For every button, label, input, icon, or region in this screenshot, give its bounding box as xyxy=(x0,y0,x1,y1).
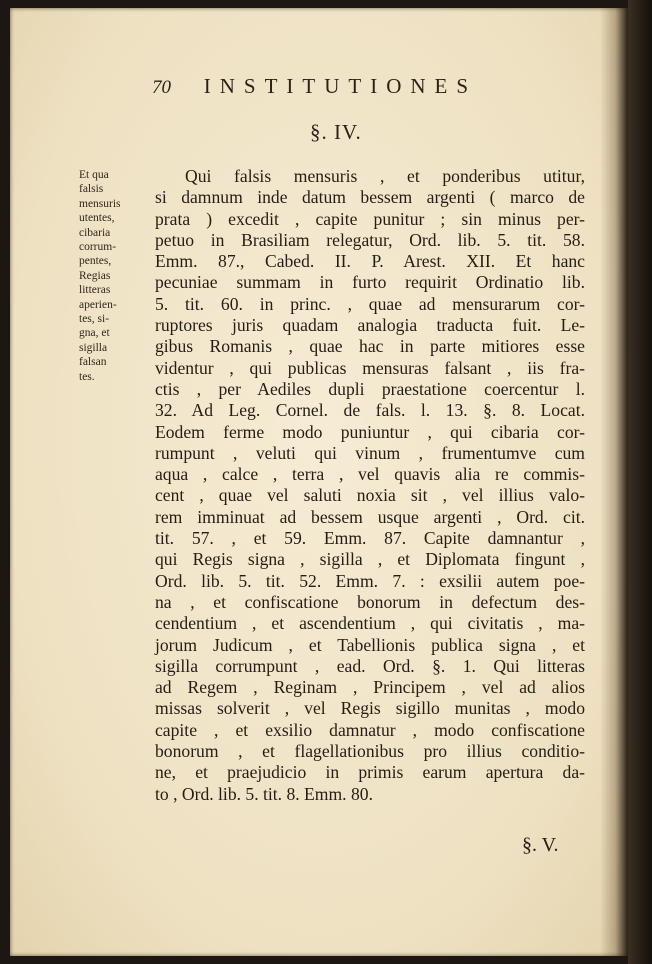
margin-note-line: mensuris xyxy=(79,197,121,210)
section-heading: §. IV. xyxy=(310,120,362,144)
text-line: missas solverit , vel Regis sigillo munitas , modo xyxy=(155,698,585,719)
running-title: INSTITUTIONES xyxy=(203,74,478,98)
text-line: jorum Judicum , et Tabellionis publica signa , et xyxy=(155,634,585,655)
margin-note-line: tes, si- xyxy=(79,313,110,326)
text-line: rumpunt , veluti qui vinum , frumentumve cum xyxy=(155,442,585,463)
text-line: na , et confiscatione bonorum in defectum des- xyxy=(155,591,585,612)
text-line: 32. Ad Leg. Cornel. de fals. l. 13. §. 8. Locat. xyxy=(155,400,585,421)
margin-note-line: tes. xyxy=(79,370,95,383)
text-line: gibus Romanis , quae hac in parte mitiores esse xyxy=(155,336,585,357)
text-line: to , Ord. lib. 5. tit. 8. Emm. 80. xyxy=(155,783,373,804)
text-line: videntur , qui publicas mensuras falsant , iis fra- xyxy=(155,357,585,378)
text-line: ad Regem , Reginam , Principem , vel ad alios xyxy=(155,677,585,698)
text-line: ruptores juris quadam analogia traducta fuit. Le- xyxy=(155,315,585,336)
margin-note-line: sigilla xyxy=(79,341,108,354)
text-line: Qui falsis mensuris , et ponderibus utitur, xyxy=(185,166,585,186)
margin-note-line: falsis xyxy=(79,183,104,196)
margin-note-line: Regias xyxy=(79,269,111,282)
margin-note-line: utentes, xyxy=(79,212,115,225)
text-line: cendentium , et ascendentium , qui civitatis , ma- xyxy=(155,613,585,634)
margin-note-line: corrum- xyxy=(79,241,117,254)
margin-note-line: gna, et xyxy=(79,327,110,340)
margin-note-line: falsan xyxy=(79,356,107,369)
text-line: cent , quae vel saluti noxia sit , vel illius valo- xyxy=(155,485,585,506)
text-line: qui Regis signa , sigilla , et Diplomata fingunt , xyxy=(155,549,585,570)
text-line: si damnum inde datum bessem argenti ( marco de xyxy=(155,187,585,208)
text-line: 5. tit. 60. in princ. , quae ad mensurarum cor- xyxy=(155,293,585,314)
text-line: sigilla corrumpunt , ead. Ord. §. 1. Qui litteras xyxy=(155,655,585,676)
running-head xyxy=(152,74,477,99)
page-gutter-shadow xyxy=(600,8,628,956)
text-line: rem imminuat ad bessem usque argenti , Ord. cit. xyxy=(155,506,585,527)
book-edge xyxy=(628,0,652,964)
text-line: ne, et praejudicio in primis earum apertura da- xyxy=(155,762,585,783)
text-line: prata ) excedit , capite punitur ; sin minus per- xyxy=(155,208,585,229)
body-paragraph xyxy=(155,166,585,805)
margin-note-line: cibaria xyxy=(79,226,111,239)
text-line: Emm. 87., Cabed. II. P. Arest. XII. Et hanc xyxy=(155,251,585,272)
text-line: ctis , per Aediles dupli praestatione coercentur l. xyxy=(155,378,585,399)
catchword: §. V. xyxy=(522,834,559,856)
margin-note-line: Et qua xyxy=(79,169,109,181)
text-line: pecuniae summam in furto requirit Ordinatio lib. xyxy=(155,272,585,293)
text-line: bonorum , et flagellationibus pro illius conditio- xyxy=(155,741,585,762)
text-line: Ord. lib. 5. tit. 52. Emm. 7. : exsilii autem poe- xyxy=(155,570,585,591)
text-line: tit. 57. , et 59. Emm. 87. Capite damnantur , xyxy=(155,528,585,549)
text-line: petuo in Brasiliam relegatur, Ord. lib. 5. tit. 58. xyxy=(155,229,585,250)
text-line: capite , et exsilio damnatur , modo confiscatione xyxy=(155,719,585,740)
text-line: Eodem ferme modo puniuntur , qui cibaria cor- xyxy=(155,421,585,442)
marginal-note xyxy=(79,168,149,384)
book-page xyxy=(10,8,628,956)
text-line: aqua , calce , terra , vel quavis alia re commis- xyxy=(155,464,585,485)
page-number: 70 xyxy=(152,77,171,98)
margin-note-line: pentes, xyxy=(79,255,112,268)
margin-note-line: aperien- xyxy=(79,298,117,311)
margin-note-line: litteras xyxy=(79,284,111,297)
